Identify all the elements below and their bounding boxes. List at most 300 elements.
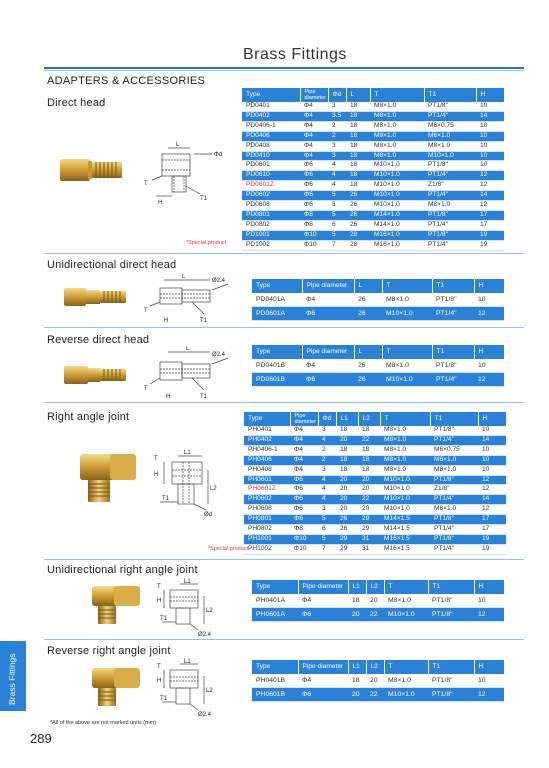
col-header: T1 xyxy=(430,412,478,426)
table-cell: 18 xyxy=(346,111,370,121)
table-cell: PT1/8" xyxy=(428,594,474,608)
table-cell: M8×1.0 xyxy=(380,465,430,475)
table-cell: Φ6 xyxy=(290,495,318,505)
table-cell: 10 xyxy=(474,674,504,688)
dim-label-d: Ø2.4 xyxy=(212,352,226,358)
table-row xyxy=(244,426,506,435)
table-cell: 22 xyxy=(366,688,384,702)
table-cell: 20 xyxy=(348,608,366,622)
table-cell: 17 xyxy=(478,515,506,525)
table-cell: M8×1.0 xyxy=(380,426,430,435)
table-cell: PH0802 xyxy=(244,525,290,535)
dim-label-l2: L2 xyxy=(206,608,213,614)
table-cell: PD0406-1 xyxy=(242,121,300,131)
dim-label-h: H xyxy=(157,598,162,604)
table-cell: 10 xyxy=(476,131,504,141)
table-cell: 3 xyxy=(328,102,346,111)
col-header: Type xyxy=(244,412,290,426)
table-row xyxy=(252,594,504,608)
table-cell: 20 xyxy=(366,674,384,688)
table-cell: 5 xyxy=(318,515,336,525)
table-cell: 26 xyxy=(346,210,370,220)
col-header: Φd xyxy=(318,412,336,426)
section-title-unidirectional-right-angle-joint: Unidirectional right angle joint xyxy=(47,564,198,576)
dim-label-t1: T1 xyxy=(200,196,208,202)
table-cell: 26 xyxy=(354,293,382,307)
table-cell: M8×1.0 xyxy=(370,131,424,141)
table-cell: 29 xyxy=(336,534,358,544)
table-cell: Φ4 xyxy=(300,131,328,141)
special-product-note: *Special product xyxy=(186,240,227,246)
table-cell: 12 xyxy=(476,201,504,211)
table-cell: M10×1.0 xyxy=(370,161,424,171)
table-cell: PD1001 xyxy=(242,230,300,240)
table-cell: 22 xyxy=(358,435,380,445)
table-cell: 18 xyxy=(346,121,370,131)
col-header: Type xyxy=(252,279,302,293)
table-cell: Φ8 xyxy=(300,220,328,230)
table-cell: M10×1.0 xyxy=(380,505,430,515)
table-cell: 3.5 xyxy=(328,111,346,121)
table-cell: PD0602 xyxy=(242,191,300,201)
dim-label-d: Ø2.4 xyxy=(198,632,212,638)
table-cell: Φ10 xyxy=(290,544,318,554)
table-cell: 20 xyxy=(358,485,380,495)
table-row xyxy=(252,359,504,373)
table-cell: PH0601B xyxy=(252,688,298,702)
table-cell: PH0602 xyxy=(244,495,290,505)
table-cell: PH0608 xyxy=(244,505,290,515)
col-header: Pipe diameter xyxy=(290,412,318,426)
table-cell: Φ4 xyxy=(300,151,328,161)
col-header: T xyxy=(382,279,432,293)
table-cell: 12 xyxy=(474,688,504,702)
col-header: L1 xyxy=(348,580,366,594)
dim-label-l: L xyxy=(182,274,186,280)
table-row xyxy=(244,435,506,445)
table-row xyxy=(242,102,504,111)
dim-label-d: Ø2.4 xyxy=(198,712,212,718)
table-row xyxy=(252,674,504,688)
table-cell: M8×1.0 xyxy=(424,201,476,211)
table-cell: 18 xyxy=(336,455,358,465)
table-cell: 29 xyxy=(336,544,358,554)
table-cell: 18 xyxy=(346,161,370,171)
table-cell: 18 xyxy=(336,445,358,455)
table-cell: 5 xyxy=(318,534,336,544)
table-cell: PH0601Z xyxy=(244,485,290,495)
table-cell: 10 xyxy=(474,594,504,608)
table-cell: M16×1.5 xyxy=(380,534,430,544)
table-cell: PH0408 xyxy=(244,465,290,475)
table-cell: M8×1.0 xyxy=(370,102,424,111)
unidirectional-direct-head-drawing xyxy=(142,272,242,328)
dim-label-t1: T1 xyxy=(160,616,168,622)
right-angle-joint-spec-table xyxy=(244,412,507,555)
table-cell: PD0401A xyxy=(252,293,302,307)
col-header: T1 xyxy=(428,580,474,594)
col-header: L2 xyxy=(366,660,384,674)
table-cell: PD0601A xyxy=(252,307,302,321)
table-cell: Φ8 xyxy=(290,515,318,525)
table-cell: PH0406 xyxy=(244,455,290,465)
table-cell: 26 xyxy=(336,515,358,525)
direct-head-dimension-drawing xyxy=(138,140,238,210)
table-cell: 18 xyxy=(358,445,380,455)
unidirectional-right-angle-joint-drawing xyxy=(156,578,236,640)
dim-label-t: T xyxy=(144,308,148,314)
col-header: L1 xyxy=(348,660,366,674)
table-cell: 4 xyxy=(318,485,336,495)
table-cell: 7 xyxy=(318,544,336,554)
section-divider xyxy=(44,559,524,560)
table-cell: 18 xyxy=(358,465,380,475)
table-cell: Φ4 xyxy=(300,141,328,151)
table-cell: PT1/4" xyxy=(430,435,478,445)
table-cell: 20 xyxy=(336,505,358,515)
table-cell: PT1/8" xyxy=(428,688,474,702)
table-cell: 4 xyxy=(318,435,336,445)
dim-label-h: H xyxy=(166,394,171,400)
dim-label-t: T xyxy=(157,664,161,670)
table-cell: M8×1.0 xyxy=(380,445,430,455)
table-cell: PD0802 xyxy=(242,220,300,230)
table-cell: M14×1.5 xyxy=(380,525,430,535)
table-cell: PH0406-1 xyxy=(244,445,290,455)
col-header: Pipe diameter xyxy=(302,279,354,293)
table-row xyxy=(244,455,506,465)
table-cell: PH1001 xyxy=(244,534,290,544)
col-header: T1 xyxy=(424,88,476,102)
table-cell: PT1/8" xyxy=(432,293,474,307)
table-cell: 4 xyxy=(328,171,346,181)
table-cell: 2 xyxy=(328,131,346,141)
table-cell: Φ6 xyxy=(290,475,318,485)
table-cell: M6×0.75 xyxy=(424,121,476,131)
dim-label-h: H xyxy=(157,678,162,684)
table-cell: Φ6 xyxy=(300,201,328,211)
table-cell: 5 xyxy=(328,191,346,201)
table-cell: PD0408 xyxy=(242,141,300,151)
table-cell: Φ6 xyxy=(298,688,348,702)
table-cell: PT1/4" xyxy=(424,171,476,181)
table-cell: M8×1.0 xyxy=(430,465,478,475)
table-row xyxy=(252,373,504,387)
table-row xyxy=(244,515,506,525)
table-cell: PH0601 xyxy=(244,475,290,485)
col-header: Pipe diameter xyxy=(302,345,354,359)
table-cell: M6×1.0 xyxy=(424,131,476,141)
dim-label-l1: L1 xyxy=(184,579,191,585)
col-header: H xyxy=(474,660,504,674)
table-cell: 6 xyxy=(328,220,346,230)
table-cell: PH0401 xyxy=(244,426,290,435)
table-row xyxy=(242,171,504,181)
page-title: Brass Fittings xyxy=(243,46,347,63)
table-cell: M8×1.0 xyxy=(382,359,432,373)
table-cell: M14×1.0 xyxy=(370,220,424,230)
section-divider xyxy=(44,253,524,254)
right-angle-joint-drawing xyxy=(150,446,240,522)
table-row xyxy=(242,220,504,230)
title-rule xyxy=(44,67,524,69)
reverse-right-angle-joint-product-photo xyxy=(88,664,148,712)
table-cell: 4 xyxy=(328,161,346,171)
table-cell: M8×1.0 xyxy=(384,594,428,608)
table-cell: Φ6 xyxy=(298,608,348,622)
table-row xyxy=(244,525,506,535)
col-header: Type xyxy=(252,660,298,674)
table-cell: M8×1.0 xyxy=(380,435,430,445)
table-cell: M10×1.0 xyxy=(380,485,430,495)
dim-label-t: T xyxy=(144,386,148,392)
col-header: Pipe diameter xyxy=(298,660,348,674)
table-cell: 17 xyxy=(476,210,504,220)
table-cell: Φ8 xyxy=(300,210,328,220)
table-row xyxy=(242,181,504,191)
table-cell: 18 xyxy=(336,465,358,475)
table-cell: PD0601B xyxy=(252,373,302,387)
table-cell: Φ4 xyxy=(302,359,354,373)
footer-note: *All of the above are not marked units (mm) xyxy=(50,720,157,726)
col-header: H xyxy=(474,580,504,594)
table-cell: 18 xyxy=(346,181,370,191)
table-cell: PT1/8" xyxy=(428,608,474,622)
col-header: L2 xyxy=(366,580,384,594)
table-cell: Φ4 xyxy=(290,426,318,435)
table-cell: 10 xyxy=(478,426,506,435)
section-title-right-angle-joint: Right angle joint xyxy=(47,411,130,423)
table-cell: 2 xyxy=(318,455,336,465)
table-row xyxy=(244,505,506,515)
table-cell: 26 xyxy=(346,220,370,230)
side-tab-label: Brass Fittings xyxy=(7,653,17,705)
col-header: T1 xyxy=(432,279,474,293)
col-header: T xyxy=(382,345,432,359)
dim-label-d: Ød xyxy=(204,512,213,518)
table-cell: 10 xyxy=(474,359,504,373)
table-cell: Φ4 xyxy=(290,455,318,465)
table-cell: PH0401B xyxy=(252,674,298,688)
col-header: Pipe diameter xyxy=(298,580,348,594)
dim-label-h: H xyxy=(154,472,159,478)
table-cell: 12 xyxy=(476,181,504,191)
table-row xyxy=(244,495,506,505)
table-cell: PT1/4" xyxy=(430,495,478,505)
table-cell: 6 xyxy=(318,525,336,535)
table-cell: 18 xyxy=(346,141,370,151)
table-cell: 10 xyxy=(476,161,504,171)
section-title-direct-head: Direct head xyxy=(47,97,106,109)
section-divider xyxy=(44,327,524,328)
table-cell: PT1/8" xyxy=(424,210,476,220)
table-cell: 20 xyxy=(358,505,380,515)
col-header: T xyxy=(370,88,424,102)
table-row xyxy=(244,475,506,485)
table-row xyxy=(252,608,504,622)
table-cell: 14 xyxy=(476,111,504,121)
table-cell: M8×1.0 xyxy=(382,293,432,307)
col-header: Φd xyxy=(328,88,346,102)
table-cell: M8×1.0 xyxy=(370,121,424,131)
table-cell: 19 xyxy=(476,230,504,240)
direct-head-spec-table xyxy=(242,88,505,251)
col-header: Type xyxy=(252,580,298,594)
col-header: H xyxy=(474,279,504,293)
unidirectional-right-angle-joint-spec-table xyxy=(252,580,505,622)
table-cell: 31 xyxy=(358,544,380,554)
table-cell: M8×1.0 xyxy=(370,151,424,161)
table-cell: PD0601 xyxy=(242,161,300,171)
table-cell: 12 xyxy=(478,485,506,495)
table-cell: 31 xyxy=(358,534,380,544)
table-cell: Φ4 xyxy=(302,293,354,307)
table-row xyxy=(242,240,504,250)
reverse-direct-head-spec-table xyxy=(252,345,505,387)
table-cell: Z1/8" xyxy=(430,485,478,495)
table-cell: Z1/8" xyxy=(424,181,476,191)
dim-label-t1: T1 xyxy=(200,394,208,400)
table-cell: 14 xyxy=(478,495,506,505)
table-row xyxy=(244,485,506,495)
table-cell: M10×1.0 xyxy=(424,151,476,161)
table-cell: 10 xyxy=(478,445,506,455)
table-row xyxy=(242,151,504,161)
table-cell: 3 xyxy=(328,201,346,211)
dim-label-t: T xyxy=(144,181,148,187)
table-cell: 26 xyxy=(346,191,370,201)
table-cell: M10×1.0 xyxy=(384,608,428,622)
table-cell: 12 xyxy=(474,608,504,622)
table-cell: 12 xyxy=(478,505,506,515)
table-cell: 17 xyxy=(478,525,506,535)
table-cell: 18 xyxy=(348,594,366,608)
table-cell: 19 xyxy=(476,240,504,250)
table-cell: 2 xyxy=(318,445,336,455)
table-cell: 22 xyxy=(358,495,380,505)
table-row xyxy=(244,544,506,554)
table-cell: 29 xyxy=(358,525,380,535)
section-title-reverse-direct-head: Reverse direct head xyxy=(47,334,150,346)
table-row xyxy=(252,307,504,321)
table-cell: 12 xyxy=(474,307,504,321)
table-row xyxy=(242,111,504,121)
table-cell: Φ6 xyxy=(300,191,328,201)
table-cell: 4 xyxy=(318,475,336,485)
section-divider xyxy=(44,402,524,403)
table-cell: 20 xyxy=(348,688,366,702)
table-cell: 5 xyxy=(328,210,346,220)
table-row xyxy=(242,131,504,141)
dim-label-h: H xyxy=(158,200,163,206)
table-cell: M16×1.0 xyxy=(370,240,424,250)
right-angle-joint-product-photo xyxy=(76,448,146,508)
table-cell: 4 xyxy=(328,181,346,191)
table-cell: 14 xyxy=(478,435,506,445)
table-row xyxy=(252,688,504,702)
table-cell: M8×1.0 xyxy=(370,141,424,151)
table-cell: PT1/4" xyxy=(424,220,476,230)
table-cell: 20 xyxy=(336,475,358,485)
table-cell: M10×1.0 xyxy=(370,181,424,191)
table-row xyxy=(242,141,504,151)
table-cell: PT1/8" xyxy=(430,426,478,435)
table-cell: PD0410 xyxy=(242,151,300,161)
dim-label-t: T xyxy=(154,456,158,462)
table-cell: 26 xyxy=(354,373,382,387)
dim-label-l2: L2 xyxy=(206,688,213,694)
table-cell: PD0608 xyxy=(242,201,300,211)
reverse-right-angle-joint-drawing xyxy=(156,658,236,720)
col-header: Pipe diameter xyxy=(300,88,328,102)
table-cell: 17 xyxy=(476,220,504,230)
unidirectional-direct-head-product-photo xyxy=(62,282,132,312)
col-header: H xyxy=(478,412,506,426)
table-row xyxy=(242,191,504,201)
table-cell: 29 xyxy=(358,515,380,525)
table-cell: PT1/8" xyxy=(428,674,474,688)
table-cell: 7 xyxy=(328,240,346,250)
col-header: L xyxy=(346,88,370,102)
table-cell: M8×1.0 xyxy=(370,111,424,121)
table-cell: PD0801 xyxy=(242,210,300,220)
table-cell: Φ4 xyxy=(300,121,328,131)
table-cell: PT1/8" xyxy=(432,359,474,373)
unidirectional-right-angle-joint-product-photo xyxy=(88,582,148,630)
col-header: T xyxy=(384,580,428,594)
table-cell: 10 xyxy=(474,293,504,307)
table-cell: M8×1.0 xyxy=(384,674,428,688)
table-cell: 12 xyxy=(478,475,506,485)
table-cell: Φ4 xyxy=(290,465,318,475)
table-cell: 12 xyxy=(474,373,504,387)
table-cell: Φ6 xyxy=(300,171,328,181)
dim-label-d: Ø2.4 xyxy=(212,278,226,284)
special-product-note: *Special product xyxy=(208,546,249,552)
col-header: T1 xyxy=(428,660,474,674)
section-title-reverse-right-angle-joint: Reverse right angle joint xyxy=(47,645,171,657)
table-cell: 28 xyxy=(346,240,370,250)
table-cell: 26 xyxy=(346,201,370,211)
table-cell: PT1/8" xyxy=(430,515,478,525)
table-cell: 4 xyxy=(318,495,336,505)
table-cell: 20 xyxy=(358,475,380,485)
table-cell: 22 xyxy=(366,608,384,622)
table-cell: PT1/4" xyxy=(432,373,474,387)
table-cell: M8×1.0 xyxy=(430,505,478,515)
dim-label-t1: T1 xyxy=(160,696,168,702)
dim-label-t1: T1 xyxy=(200,318,208,324)
table-cell: M10×1.0 xyxy=(382,307,432,321)
table-row xyxy=(252,293,504,307)
table-row xyxy=(242,161,504,171)
table-cell: M8×1.0 xyxy=(380,455,430,465)
col-header: L2 xyxy=(358,412,380,426)
table-row xyxy=(244,465,506,475)
table-cell: 14 xyxy=(476,191,504,201)
table-cell: 28 xyxy=(346,230,370,240)
side-tab xyxy=(0,641,26,711)
table-cell: M10×1.0 xyxy=(370,171,424,181)
table-cell: Φ6 xyxy=(290,485,318,495)
table-cell: 18 xyxy=(336,426,358,435)
table-cell: Φ4 xyxy=(298,674,348,688)
table-cell: 3 xyxy=(318,426,336,435)
section-divider xyxy=(44,639,524,640)
table-cell: 26 xyxy=(354,359,382,373)
direct-head-product-photo xyxy=(58,147,128,193)
dim-label-l1: L1 xyxy=(184,450,191,456)
